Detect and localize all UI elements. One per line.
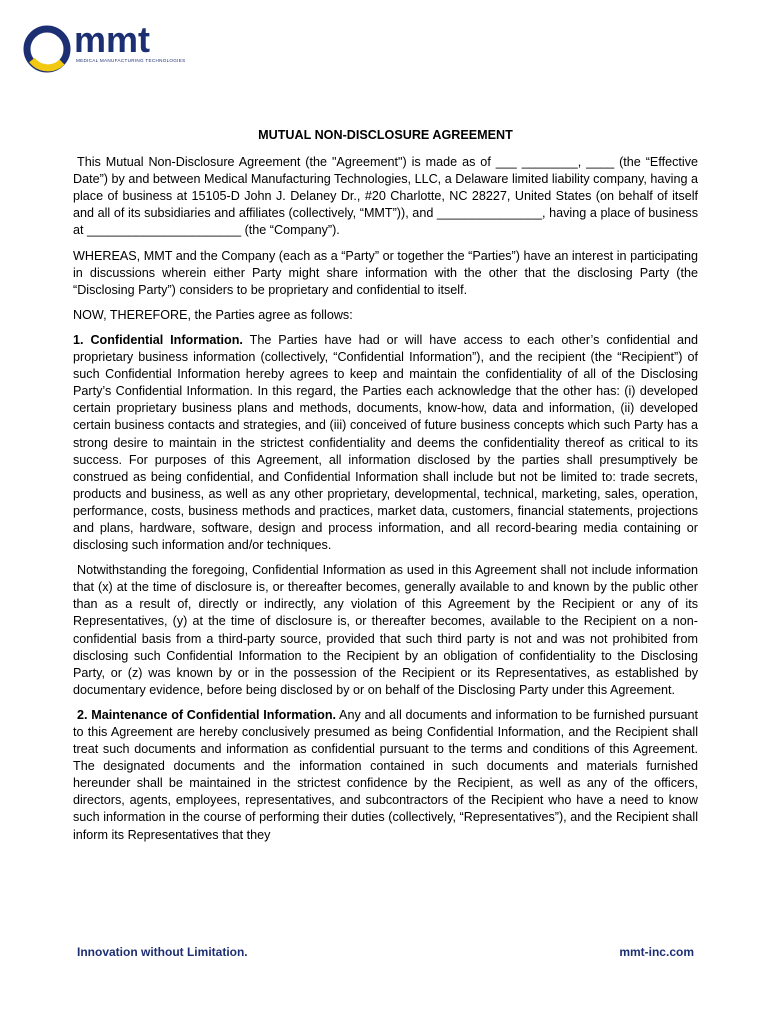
logo-mark-icon	[22, 24, 72, 74]
notwithstanding-paragraph: Notwithstanding the foregoing, Confidential Information as used in this Agreement shall not include information that (x) at the time of disclosure is, or thereafter becomes, generally available to and known by the public other than as a result of, directly or indirectly, any violation of this Agreement by the Recipient or any of its Representatives, (y) at the time of disclosure is, or thereafter becomes, available to the Recipient on a non-confidential basis from a third-party source, provided that such third party is not and was not prohibited from disclosing such Confidential Information to the Recipient by an obligation of confidentiality to the Disclosing Party, or (z) was known by or in the possession of the Recipient or its Representatives, as established by documentary evidence, before being disclosed by or on behalf of the Disclosing Party under this Agreement.	[73, 563, 698, 697]
now-therefore-paragraph: NOW, THEREFORE, the Parties agree as follows:	[73, 307, 353, 322]
footer-tagline: Innovation without Limitation.	[77, 945, 248, 959]
whereas-paragraph: WHEREAS, MMT and the Company (each as a “Party” or together the “Parties”) have an interest in participating in discussions wherein either Party might share information with the other that the disclosing Party (the “Disclosing Party”) considers to be proprietary and confidential to itself.	[73, 248, 698, 297]
section-2-body: Any and all documents and information to be furnished pursuant to this Agreement are hereby conclusively presumed as being Confidential Information, and the Recipient shall treat such documents and information as confidential pursuant to the terms and conditions of this Agreement. The designated documents and the information contained in such documents and materials furnished hereunder shall be maintained in the strictest confidence by the Recipient, as well as any of the officers, directors, agents, employees, representatives, and subcontractors of the Recipient who have a need to know such information in the course of performing their duties (collectively, “Representatives”), and the Recipient shall inform its Representatives that they	[73, 707, 698, 842]
section-2-paragraph	[73, 707, 698, 844]
logo-subtitle: MEDICAL MANUFACTURING TECHNOLOGIES	[76, 58, 186, 63]
company-logo	[22, 19, 192, 74]
document-title: MUTUAL NON-DISCLOSURE AGREEMENT	[258, 128, 513, 142]
document-body	[73, 127, 698, 852]
section-1-body: The Parties have had or will have access to each other’s confidential and proprietary business information (collectively, “Confidential Information”), and the recipient (the “Recipient”) of such Confidential Information hereby agrees to keep and maintain the confidentiality of all of the Disclosing Party’s Confidential Information. In this regard, the Parties each acknowledge that the other has: (i) developed certain proprietary business plans and methods, documents, know-how, data and information, (ii) developed certain business contacts and strategies, and (iii) conceived of future business concepts which such Party has a strong desire to maintain in the strictest confidentiality and deems the confidentiality thereof as critical to its success. For purposes of this Agreement, all information disclosed by the parties shall presumptively be construed as being confidential, and Confidential Information shall include but not be limited to: trade secrets, products and business, as well as any other proprietary, developmental, technical, marketing, sales, operation, performance, costs, business methods and practices, market data, customers, financial statements, projections and plans, hardware, software, design and process information, and all record-bearing media containing or disclosing such information and/or techniques.	[73, 332, 698, 553]
logo-wordmark: mmt	[74, 19, 151, 60]
section-1-paragraph	[73, 332, 698, 554]
intro-paragraph: This Mutual Non-Disclosure Agreement (the "Agreement") is made as of ___ ________, ____ (the “Effective Date”) by and between Medical Manufacturing Technologies, LLC, a Delaware limited liability company, having a place of business at 15105-D John J. Delaney Dr., #20 Charlotte, NC 28227, United States (on behalf of itself and all of its subsidiaries and affiliates (collectively, “MMT”)), and _______________, having a place of business at ______________________ (the “Company”).	[73, 155, 698, 238]
section-1-heading: 1. Confidential Information.	[73, 332, 243, 347]
footer-website-link[interactable]: mmt-inc.com	[619, 945, 694, 959]
section-2-heading: 2. Maintenance of Confidential Information.	[77, 707, 337, 722]
